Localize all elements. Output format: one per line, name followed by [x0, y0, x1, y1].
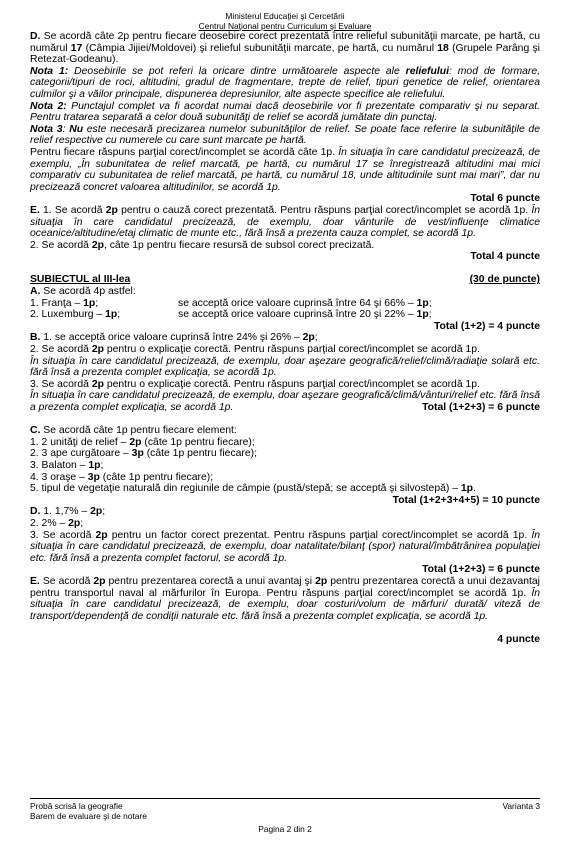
item-b2-note: În situaţia în care candidatul precizează, de exemplu, doar aşezare geografică/relief/climă/radiaţie solară etc. fără însă a prezenta complet explicaţia, se acordă 1p.: [30, 355, 540, 379]
item-c1: 1. 2 unităţi de relief – 2p (câte 1p pentru fiecare);: [30, 436, 255, 448]
footer-divider: [30, 798, 540, 799]
nota-2: Nota 2: Punctajul complet va fi acordat numai dacă deosebirile vor fi prezentate comparativ şi nu separat. Pentru tratarea separată a celor două subunităţi de relief se acordă jumătate din punctaj.: [30, 100, 540, 124]
footer-barem: Barem de evaluare şi de notare: [30, 811, 147, 821]
nota-3: Nota 3: Nu este necesară precizarea numelor subunităţilor de relief. Se poate face referire la subunităţile de relief respective cu numerele cu care sunt marcate pe hartă.: [30, 123, 540, 147]
item-c3: 3. Balaton – 1p;: [30, 459, 104, 471]
item-d-sec-2: 2. 2% – 2p;: [30, 517, 84, 529]
item-a-row-1: 1. Franţa – 1p; se acceptă orice valoare cuprinsă între 64 şi 66% – 1p;: [30, 297, 432, 309]
nota-1: Nota 1: Deosebirile se pot referi la oricare dintre următoarele aspecte ale reliefului: mod de formare, categorii/tipuri de roci, altitudini, gradul de fragmentare, trepte de relief, tipuri genetice de relief, orientarea culmilor şi a văilor principale, dispunerea depresiunilor, alte aspecte specifice ale reliefului.: [30, 65, 541, 100]
item-e-sec: E. Se acordă 2p pentru prezentarea corectă a unui avantaj şi 2p pentru prezentarea corectă a unui dezavantaj pentru transportul naval al mărfurilor în Europa. Pentru răspuns parţial corect/incomplet se acordă 1p. În situaţia în care candidatul precizează, de exemplu, doar costuri/volum de mărfuri/ durată/ viteză de transport/dependenţă de condiţii naturale etc. fără însă a prezenta complet explicaţia, se acordă 1p.: [30, 575, 540, 622]
item-d-total: Total 6 puncte: [470, 193, 540, 205]
item-d-sec-total: Total (1+2+3) = 6 puncte: [422, 564, 540, 576]
item-e-sec-total: 4 puncte: [497, 633, 540, 645]
item-a-total: Total (1+2) = 4 puncte: [433, 320, 540, 332]
item-d-partial: Pentru fiecare răspuns parţial corect/incomplet se acordă câte 1p. În situaţia în care candidatul precizează, de exemplu, „În subunitatea de relief marcată, pe hartă, cu numărul 17 se înregistrează altitudini mai mici comparativ cu subunitatea de relief marcată, pe hartă, cu numărul 18, unde altitudinile sunt mai mari”, dar nu precizează concret valoarea altitudinilor, se acordă 1p.: [30, 146, 540, 193]
item-d-sec-1: D. 1. 1,7% – 2p;: [30, 506, 106, 518]
footer-page-number: Pagina 2 din 2: [258, 824, 312, 834]
header-center: Centrul Naţional pentru Curriculum şi Evaluare: [198, 20, 372, 31]
item-a-intro: A. Se acordă 4p astfel:: [30, 286, 136, 298]
item-c2: 2. 3 ape curgătoare – 3p (câte 1p pentru fiecare);: [30, 448, 258, 460]
footer-exam: Probă scrisă la geografie: [30, 801, 123, 811]
page-footer: [30, 801, 540, 834]
item-e2: 2. Se acordă 2p, câte 1p pentru fiecare resursă de subsol corect precizată.: [30, 239, 375, 251]
item-b-total: Total (1+2+3) = 6 puncte: [422, 402, 540, 413]
item-e1: E. 1. Se acordă 2p pentru o cauză corect prezentată. Pentru răspuns parţial corect/incomplet se acordă 1p. În situaţia în care candidatul precizează, de exemplu, doar vânturile de vest/influenţe climatice oceanice/altitudine/etaj climatic de munte etc., fără însă a prezenta cauza complet, se acordă 1p.: [30, 204, 540, 240]
item-c4: 4. 3 oraşe – 3p (câte 1p pentru fiecare);: [30, 471, 214, 483]
item-b1: B. 1. se acceptă orice valoare cuprinsă între 24% şi 26% – 2p;: [30, 332, 318, 344]
footer-variant: Varianta 3: [502, 801, 540, 811]
item-b2: 2. Se acordă 2p pentru o explicaţie corectă. Pentru răspuns parţial corect/incomplet se acordă 1p.: [30, 344, 480, 356]
item-d-sec-3: 3. Se acordă 2p pentru un factor corect prezentat. Pentru răspuns parţial corect/incomplet se acordă 1p. În situaţia în care candidatul precizează, de exemplu, doar natalitate/bilanţ (spor) natural/îmbătrânirea populaţiei etc. fără însă a prezenta complet factorul, se acordă 1p.: [30, 529, 540, 564]
item-a-row-2: 2. Luxemburg – 1p; se acceptă orice valoare cuprinsă între 20 şi 22% – 1p;: [30, 309, 432, 321]
item-b3: 3. Se acordă 2p pentru o explicaţie corectă. Pentru răspuns parţial corect/incomplet se acordă 1p.: [30, 378, 480, 390]
section-3-heading: SUBIECTUL al III-lea (30 de puncte): [30, 274, 540, 286]
item-e-total: Total 4 puncte: [470, 251, 540, 263]
item-d-text: D. Se acordă câte 2p pentru fiecare deosebire corect prezentată între relieful subunităţii marcate, pe hartă, cu numărul 17 (Câmpia Jijiei/Moldovei) şi relieful subunităţii marcate, pe hartă, cu numărul 18 (Grupele Parâng şi Retezat-Godeanu).: [30, 31, 540, 66]
item-b3-note: În situaţia în care candidatul precizează, de exemplu, doar aşezare geografică/climă/vânturi/relief etc. fără însă a prezenta complet explicaţia, se acordă 1p. Total (1+2+3) = 6 puncte: [30, 390, 540, 413]
header-ministry: Ministerul Educaţiei şi Cercetării: [225, 11, 345, 21]
item-c-total: Total (1+2+3+4+5) = 10 puncte: [392, 494, 540, 506]
item-c5: 5. tipul de vegetaţie naturală din regiunile de câmpie (pustă/stepă; se acceptă şi silvostepă) – 1p.: [30, 483, 476, 495]
page-header: [30, 12, 540, 31]
item-c-intro: C. Se acordă câte 1p pentru fiecare element:: [30, 425, 237, 437]
page-content: [30, 12, 540, 645]
